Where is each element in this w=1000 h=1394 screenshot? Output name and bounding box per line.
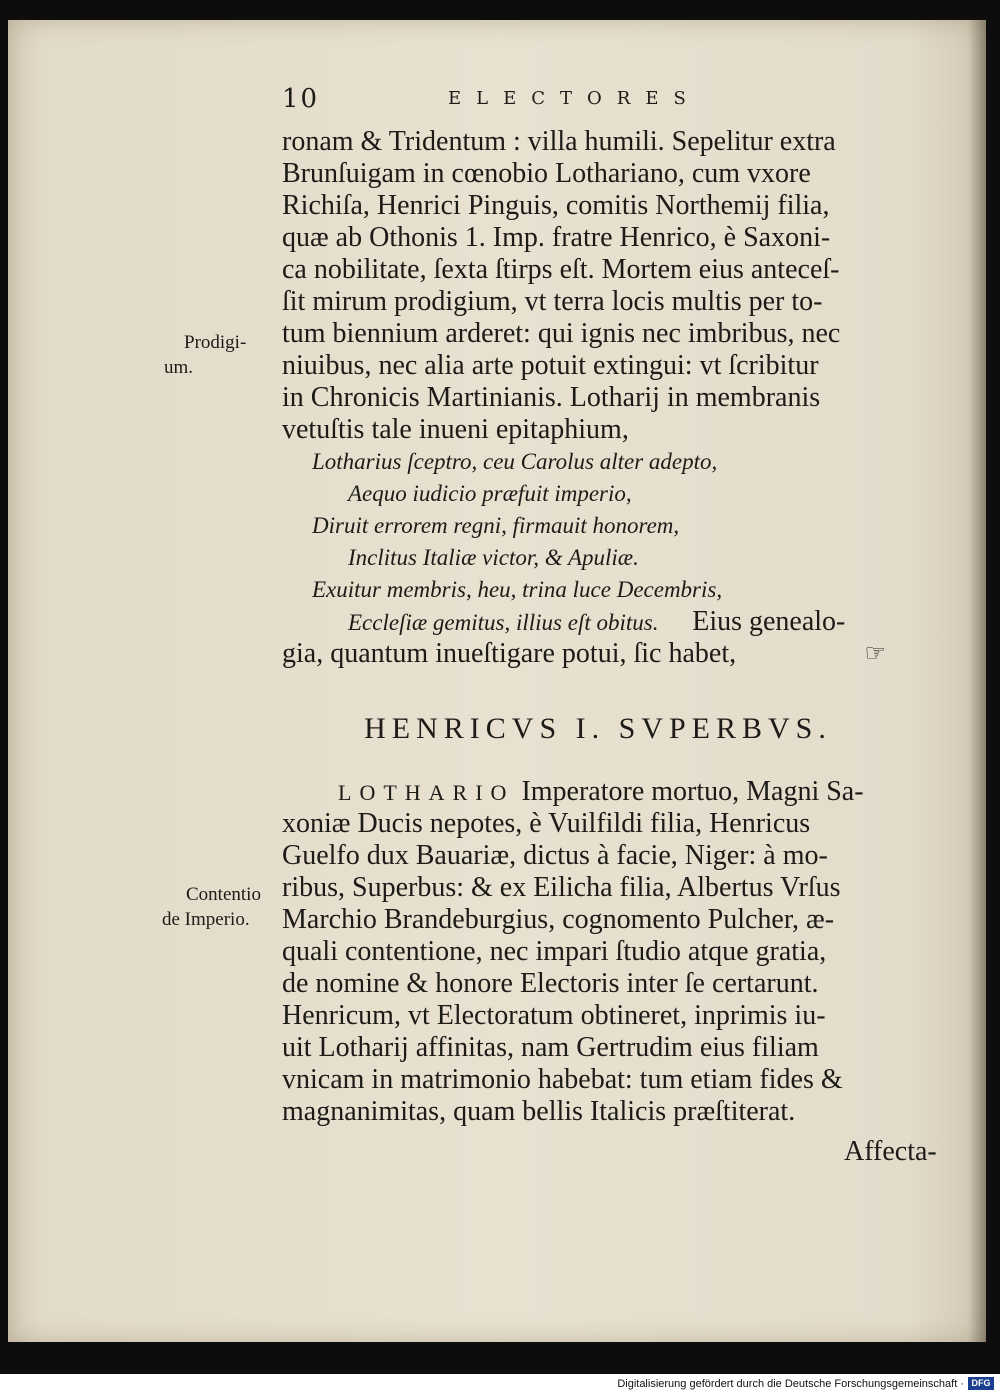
pointing-hand-icon: ☞ <box>864 641 886 667</box>
margin-note-line: Contentio <box>186 884 261 905</box>
page-header <box>282 84 732 118</box>
page-gutter-shadow <box>968 20 986 1342</box>
text-block-2 <box>282 776 914 1128</box>
body-line: quali contentione, nec impari ſtudio atque gratia, <box>282 936 827 967</box>
body-line: uit Lotharij affinitas, nam Gertrudim eius filiam <box>282 1032 819 1063</box>
body-line <box>282 638 914 670</box>
margin-note-line: de Imperio. <box>162 909 250 930</box>
body-line: xoniæ Ducis nepotes, è Vuilfildi filia, Henricus <box>282 808 811 839</box>
catchword: Affecta- <box>844 1136 937 1167</box>
epitaph-verse: Inclitus Italiæ victor, & Apuliæ. <box>348 545 639 570</box>
section-heading: HENRICVS I. SVPERBVS. <box>364 712 832 745</box>
body-line-first <box>282 776 914 808</box>
body-line: ſit mirum prodigium, vt terra locis multis per to- <box>282 286 823 317</box>
margin-note-prodigium <box>164 330 247 380</box>
folio-number: 10 <box>282 84 320 114</box>
body-line: magnanimitas, quam bellis Italicis præſtiterat. <box>282 1096 796 1127</box>
body-line: ronam & Tridentum : villa humili. Sepelitur extra <box>282 126 836 157</box>
body-line: ca nobilitate, ſexta ſtirps eſt. Mortem eius anteceſ- <box>282 254 840 285</box>
margin-note-line: um. <box>164 357 194 378</box>
smallcaps-name: LOTHARIO <box>338 780 515 805</box>
verse-tail-text: Eius genealo- <box>692 606 846 637</box>
text-block-1 <box>282 126 914 670</box>
running-head: ELECTORES <box>448 88 701 109</box>
body-line-text: gia, quantum inueſtigare potui, ſic habet, <box>282 638 737 669</box>
epitaph-verse-text: Eccleſiæ gemitus, illius eſt obitus. <box>348 610 659 635</box>
body-line: Henricum, vt Electoratum obtineret, inprimis iu- <box>282 1000 826 1031</box>
epitaph-verse: Lotharius ſceptro, ceu Carolus alter adepto, <box>312 449 718 474</box>
body-line-text: Imperatore mortuo, Magni Sa- <box>521 776 864 807</box>
margin-note-line: Prodigi- <box>184 332 247 353</box>
footer-bar <box>0 1374 1000 1394</box>
body-line: Brunſuigam in cœnobio Lothariano, cum vxore <box>282 158 811 189</box>
body-line: in Chronicis Martinianis. Lotharij in membranis <box>282 382 821 413</box>
body-line: niuibus, nec alia arte potuit extingui: vt ſcribitur <box>282 350 819 381</box>
body-line: Marchio Brandeburgius, cognomento Pulcher, æ- <box>282 904 835 935</box>
epitaph-verse: Exuitur membris, heu, trina luce Decembris, <box>312 577 723 602</box>
epitaph-verse-last <box>282 606 914 638</box>
body-line: vnicam in matrimonio habebat: tum etiam fides & <box>282 1064 843 1095</box>
epitaph-verse: Aequo iudicio præfuit imperio, <box>348 481 632 506</box>
body-line: vetuſtis tale inueni epitaphium, <box>282 414 629 445</box>
body-line: tum biennium arderet: qui ignis nec imbribus, nec <box>282 318 841 349</box>
body-line: ribus, Superbus: & ex Eilicha filia, Albertus Vrſus <box>282 872 841 903</box>
margin-note-contentio <box>162 882 261 932</box>
dfg-logo: DFG <box>968 1377 994 1390</box>
body-line: Guelfo dux Bauariæ, dictus à facie, Niger: à mo- <box>282 840 828 871</box>
epitaph-verse: Diruit errorem regni, firmauit honorem, <box>312 513 680 538</box>
body-line: Richiſa, Henrici Pinguis, comitis Northemij filia, <box>282 190 830 221</box>
footer-credit: Digitalisierung gefördert durch die Deutsche Forschungsgemeinschaft · <box>617 1378 964 1390</box>
body-line: quæ ab Othonis 1. Imp. fratre Henrico, è Saxoni- <box>282 222 831 253</box>
body-line: de nomine & honore Electoris inter ſe certarunt. <box>282 968 819 999</box>
